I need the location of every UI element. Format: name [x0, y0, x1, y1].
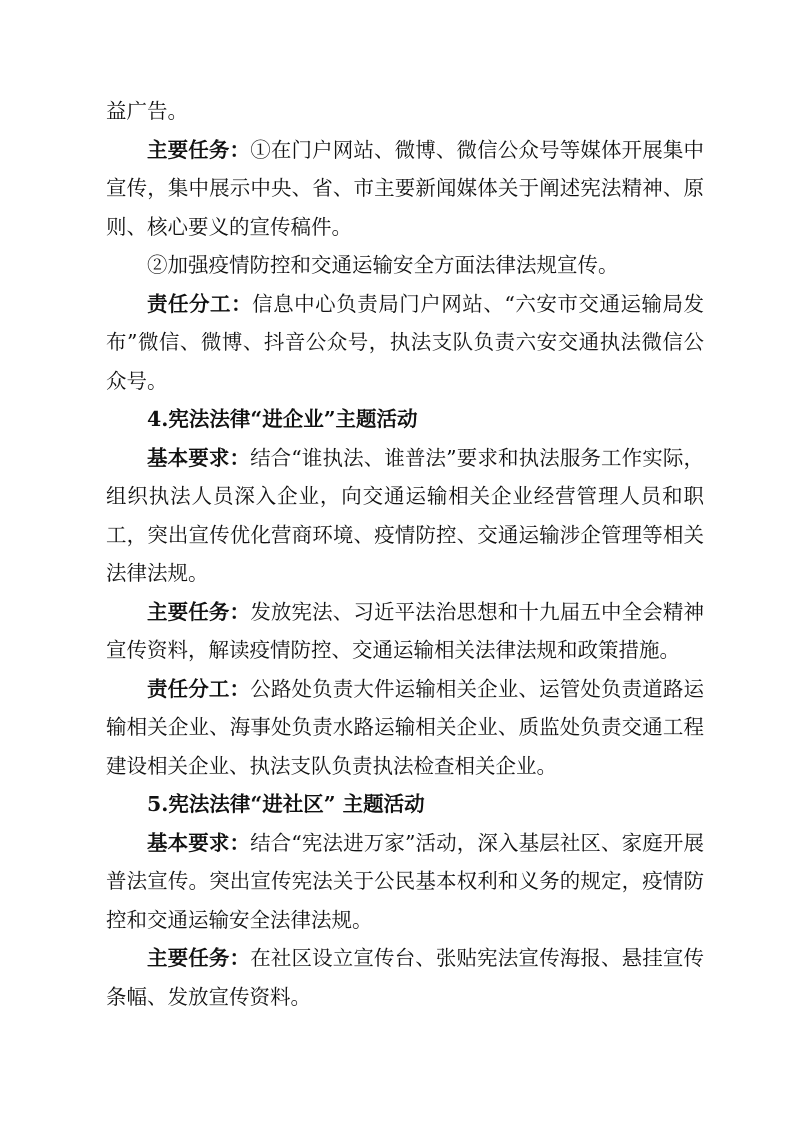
paragraph-main-task-2: [106, 246, 704, 285]
paragraph-basic-requirement-4: [106, 439, 704, 593]
paragraph-text: 公路处负责大件运输相关企业、运管处负责道路运输相关企业、海事处负责水路运输相关企业、质监处负责交通工程建设相关企业、执法支队负责执法检查相关企业。: [106, 676, 705, 778]
paragraph-responsibility-1: [106, 285, 704, 401]
paragraph-main-task-4: [106, 593, 704, 670]
paragraph-responsibility-4: [106, 670, 704, 786]
paragraph-lead: 主要任务：: [147, 137, 251, 162]
paragraph-text: 信息中心负责局门户网站、“六安市交通运输局发布”微信、微博、抖音公众号，执法支队负责六安交通执法微信公众号。: [106, 291, 705, 393]
paragraph-lead: 基本要求：: [147, 445, 251, 470]
document-page: [106, 92, 704, 1016]
paragraph-text: ②加强疫情防控和交通运输安全方面法律法规宣传。: [147, 253, 619, 277]
section-heading-5: 5.宪法法律“进社区” 主题活动: [147, 792, 425, 816]
paragraph-lead: 主要任务：: [147, 946, 251, 970]
paragraph-text: 益广告。: [106, 99, 188, 123]
paragraph-text: 在社区设立宣传台、张贴宪法宣传海报、悬挂宣传条幅、发放宣传资料。: [106, 946, 705, 1009]
paragraph-main-task-5: [106, 939, 704, 1016]
paragraph-text: 结合“谁执法、谁普法”要求和执法服务工作实际，组织执法人员深入企业，向交通运输相关企业经营管理人员和职工，突出宣传优化营商环境、疫情防控、交通运输涉企管理等相关法律法规。: [106, 445, 704, 585]
paragraph-lead: 责任分工：: [147, 291, 253, 316]
paragraph-text: 结合“宪法进万家”活动，深入基层社区、家庭开展普法宣传。突出宣传宪法关于公民基本权利和义务的规定，疫情防控和交通运输安全法律法规。: [106, 830, 704, 932]
paragraph-lead: 主要任务：: [147, 599, 251, 624]
paragraph-lead: 基本要求：: [147, 830, 251, 855]
paragraph-basic-requirement-5: [106, 824, 704, 940]
paragraph-lead: 责任分工：: [147, 676, 251, 701]
paragraph-text: 发放宪法、习近平法治思想和十九届五中全会精神宣传资料，解读疫情防控、交通运输相关法律法规和政策措施。: [106, 599, 705, 662]
paragraph-continuation: [106, 92, 704, 131]
paragraph-text: ①在门户网站、微博、微信公众号等媒体开展集中宣传，集中展示中央、省、市主要新闻媒体关于阐述宪法精神、原则、核心要义的宣传稿件。: [106, 137, 705, 239]
paragraph-main-task-1: [106, 131, 704, 247]
section-heading-4: 4.宪法法律“进企业”主题活动: [147, 407, 418, 431]
